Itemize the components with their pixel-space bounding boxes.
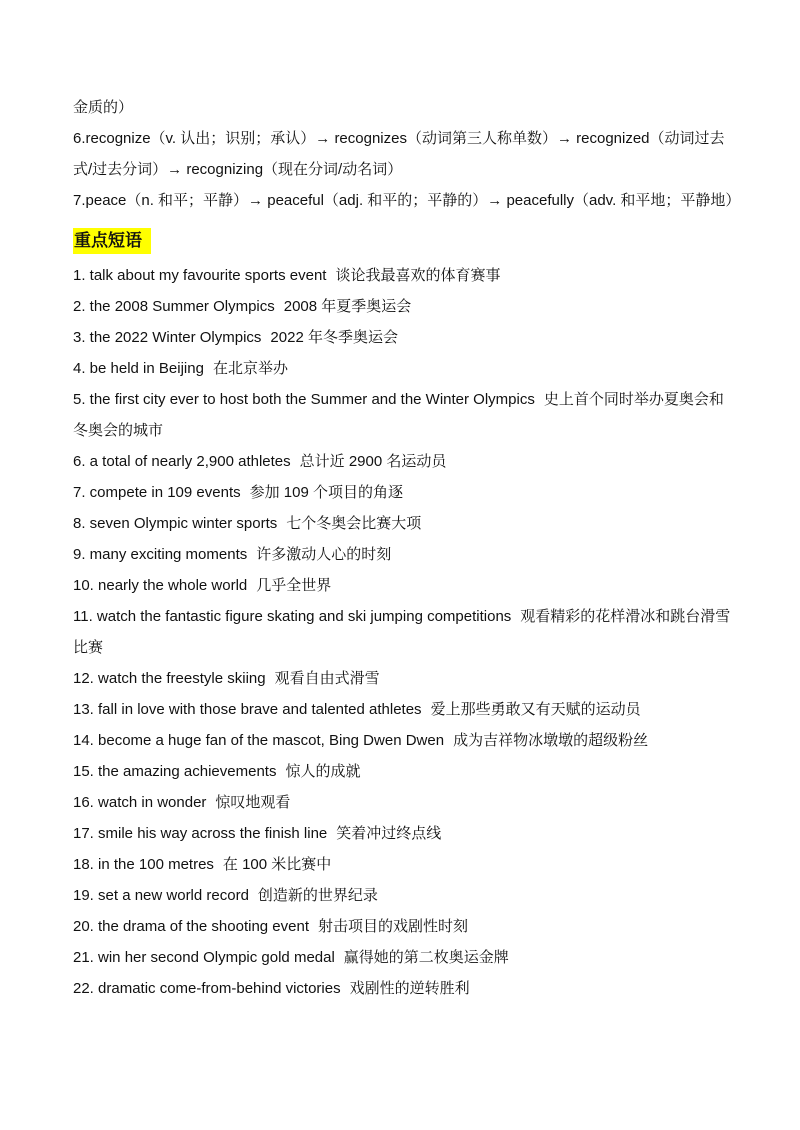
phrase-english: 19. set a new world record [73, 887, 249, 904]
phrase-item [73, 942, 733, 973]
phrase-chinese: 成为吉祥物冰墩墩的超级粉丝 [453, 732, 649, 749]
phrase-chinese: 史上首个同时举办夏奥会和冬奥会的城市 [73, 391, 724, 439]
phrase-item [73, 880, 733, 911]
phrase-item [73, 818, 733, 849]
phrase-item [73, 291, 733, 322]
phrase-item [73, 446, 733, 477]
vocab-line: 7.peace（n. 和平；平静）→ peaceful（adj. 和平的；平静的）→ peacefully（adv. 和平地；平静地） [73, 192, 741, 209]
phrase-english: 12. watch the freestyle skiing [73, 670, 266, 687]
phrase-english: 10. nearly the whole world [73, 577, 248, 594]
phrase-chinese: 赢得她的第二枚奥运金牌 [343, 949, 509, 966]
phrase-chinese: 2008 年夏季奥运会 [283, 298, 412, 315]
phrase-chinese: 戏剧性的逆转胜利 [349, 980, 470, 997]
phrase-chinese: 参加 109 个项目的角逐 [249, 484, 403, 501]
phrase-item [73, 725, 733, 756]
phrase-item [73, 694, 733, 725]
phrase-english: 3. the 2022 Winter Olympics [73, 329, 262, 346]
phrase-english: 21. win her second Olympic gold medal [73, 949, 335, 966]
phrase-english: 15. the amazing achievements [73, 763, 277, 780]
phrase-english: 13. fall in love with those brave and talented athletes [73, 701, 422, 718]
phrase-english: 9. many exciting moments [73, 546, 248, 563]
phrase-english: 22. dramatic come-from-behind victories [73, 980, 341, 997]
phrase-item [73, 849, 733, 880]
phrase-chinese: 惊人的成就 [285, 763, 361, 780]
phrase-item [73, 260, 733, 291]
section-heading-wrap [73, 226, 733, 258]
phrase-item [73, 353, 733, 384]
phrase-english: 14. become a huge fan of the mascot, Bing Dwen Dwen [73, 732, 445, 749]
phrase-english: 8. seven Olympic winter sports [73, 515, 278, 532]
phrase-english: 5. the first city ever to host both the Summer and the Winter Olympics [73, 391, 535, 408]
phrase-chinese: 在 100 米比赛中 [222, 856, 332, 873]
phrase-item [73, 601, 733, 663]
phrase-item [73, 539, 733, 570]
phrase-chinese: 笑着冲过终点线 [336, 825, 442, 842]
phrase-item [73, 973, 733, 1004]
phrase-chinese: 观看自由式滑雪 [274, 670, 380, 687]
phrase-english: 17. smile his way across the finish line [73, 825, 328, 842]
phrase-english: 1. talk about my favourite sports event [73, 267, 327, 284]
phrase-chinese: 总计近 2900 名运动员 [299, 453, 447, 470]
phrase-item [73, 787, 733, 818]
phrase-english: 6. a total of nearly 2,900 athletes [73, 453, 291, 470]
page-content [73, 92, 741, 1004]
phrase-item [73, 477, 733, 508]
vocab-line: 6.recognize（v. 认出；识别；承认）→ recognizes（动词第三人称单数）→ recognized（动词过去式/过去分词）→ recognizing（现在分词/动名词） [73, 130, 725, 178]
phrase-list [73, 260, 733, 1004]
phrase-item [73, 756, 733, 787]
phrase-item [73, 508, 733, 539]
phrase-chinese: 几乎全世界 [256, 577, 332, 594]
phrase-chinese: 观看精彩的花样滑冰和跳台滑雪比赛 [73, 608, 731, 656]
phrase-chinese: 谈论我最喜欢的体育赛事 [335, 267, 501, 284]
phrase-item [73, 570, 733, 601]
phrase-chinese: 射击项目的戏剧性时刻 [318, 918, 469, 935]
phrase-chinese: 创造新的世界纪录 [257, 887, 378, 904]
phrase-chinese: 在北京举办 [212, 360, 288, 377]
phrase-english: 7. compete in 109 events [73, 484, 241, 501]
phrase-chinese: 七个冬奥会比赛大项 [286, 515, 422, 532]
section-heading: 重点短语 [73, 228, 151, 254]
phrase-item [73, 911, 733, 942]
phrase-english: 16. watch in wonder [73, 794, 207, 811]
phrase-english: 18. in the 100 metres [73, 856, 214, 873]
phrase-english: 20. the drama of the shooting event [73, 918, 309, 935]
phrase-item [73, 322, 733, 353]
phrase-english: 11. watch the fantastic figure skating and ski jumping competitions [73, 608, 512, 625]
phrase-english: 2. the 2008 Summer Olympics [73, 298, 275, 315]
phrase-item [73, 384, 733, 446]
phrase-chinese: 爱上那些勇敢又有天赋的运动员 [430, 701, 641, 718]
phrase-chinese: 惊叹地观看 [215, 794, 291, 811]
vocab-line: 金质的） [73, 99, 134, 116]
phrase-item [73, 663, 733, 694]
vocabulary-section [73, 92, 741, 216]
phrase-english: 4. be held in Beijing [73, 360, 204, 377]
phrase-chinese: 许多激动人心的时刻 [256, 546, 392, 563]
phrase-chinese: 2022 年冬季奥运会 [270, 329, 398, 346]
